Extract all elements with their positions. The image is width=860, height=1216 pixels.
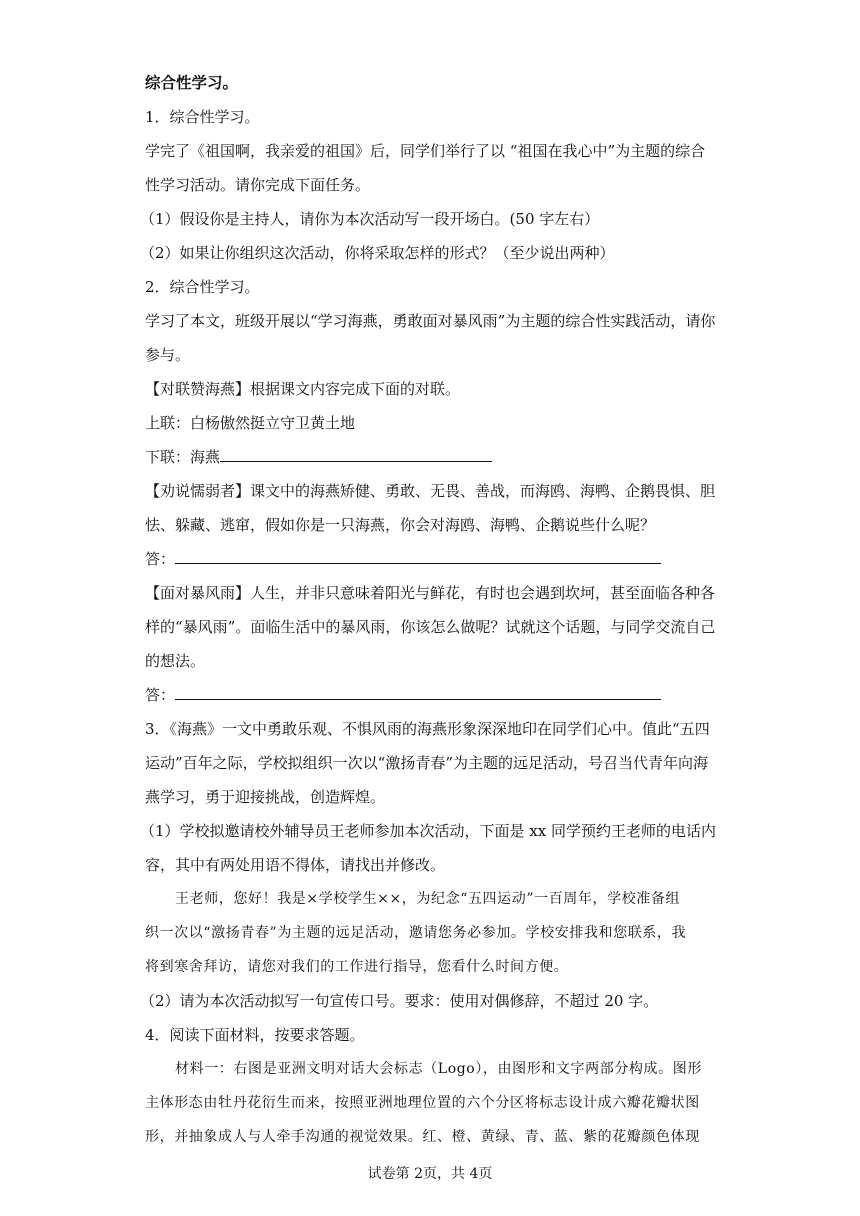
q2-storm-line2: 样的“暴风雨”。面临生活中的暴风雨，你该怎么做呢？试就这个话题，与同学交流自己	[145, 618, 716, 636]
q3-call-line3: 将到寒舍拜访，请您对我们的工作进行指导，您看什么时间方便。	[145, 959, 569, 975]
answer-label: 答：	[145, 686, 176, 704]
q2-storm-line3: 的想法。	[145, 652, 206, 670]
q4-material1-line1: 材料一：右图是亚洲文明对话大会标志（Logo），由图形和文字两部分构成。图形	[175, 1061, 702, 1077]
q2-lower-couplet	[145, 447, 492, 467]
q1-intro-line2: 性学习活动。请你完成下面任务。	[145, 176, 371, 194]
q4-heading: 4．阅读下面材料，按要求答题。	[145, 1026, 365, 1044]
q3-line3: 燕学习，勇于迎接挑战，创造辉煌。	[145, 788, 386, 806]
q2-persuade-line2: 怯、躲藏、逃窜，假如你是一只海燕，你会对海鸥、海鸭、企鹅说些什么呢？	[145, 516, 656, 534]
q2-heading: 2．综合性学习。	[145, 278, 260, 296]
q3-call-line2: 织一次以“激扬青春”为主题的远足活动，邀请您务必参加。学校安排我和您联系，我	[145, 925, 687, 941]
q2-persuade-line1: 【劝说懦弱者】课文中的海燕矫健、勇敢、无畏、善战，而海鸥、海鸭、企鹅畏惧、胆	[145, 482, 716, 500]
q1-task2: （2）如果让你组织这次活动，你将采取怎样的形式？（至少说出两种）	[140, 244, 615, 262]
answer-blank[interactable]	[175, 685, 661, 700]
answer-blank[interactable]	[175, 549, 661, 564]
q2-intro-line2: 参与。	[145, 346, 191, 364]
q2-storm-line1: 【面对暴风雨】人生，并非只意味着阳光与鲜花，有时也会遇到坎坷，甚至面临各种各	[145, 584, 716, 602]
q3-task2: （2）请为本次活动拟写一句宣传口号。要求：使用对偶修辞，不超过 20 字。	[140, 992, 659, 1010]
q1-intro-line1: 学完了《祖国啊，我亲爱的祖国》后，同学们举行了以 “祖国在我心中”为主题的综合	[145, 142, 706, 160]
q2-answer-line1	[145, 549, 661, 569]
q3-line1: 3．《海燕》一文中勇敢乐观、不惧风雨的海燕形象深深地印在同学们心中。值此“五四	[145, 720, 710, 738]
lower-prefix: 下联：海燕	[145, 448, 221, 466]
section-title: 综合性学习。	[145, 74, 239, 92]
q1-heading: 1．综合性学习。	[145, 108, 260, 126]
q2-couplet-task: 【对联赞海燕】根据课文内容完成下面的对联。	[145, 380, 461, 398]
q3-call-line1: 王老师，您好！我是×学校学生××，为纪念“五四运动”一百周年，学校准备组	[175, 891, 681, 907]
q3-task1-line1: （1）学校拟邀请校外辅导员王老师参加本次活动，下面是 xx 同学预约王老师的电话内	[140, 822, 717, 840]
answer-label: 答：	[145, 550, 176, 568]
q4-material1-line2: 主体形态由牡丹花衍生而来，按照亚洲地理位置的六个分区将标志设计成六瓣花瓣状图	[145, 1095, 700, 1111]
q1-task1: （1）假设你是主持人，请你为本次活动写一段开场白。(50 字左右）	[140, 210, 600, 228]
q3-line2: 运动”百年之际，学校拟组织一次以“激扬青春”为主题的远足活动，号召当代青年向海	[145, 754, 709, 772]
q2-answer-line2	[145, 685, 661, 705]
answer-blank[interactable]	[220, 447, 492, 462]
q4-material1-line3: 形，并抽象成人与人牵手沟通的视觉效果。红、橙、黄绿、青、蓝、紫的花瓣颜色体现	[145, 1129, 700, 1145]
q3-task1-line2: 容，其中有两处用语不得体，请找出并修改。	[145, 856, 446, 874]
page-footer: 试卷第 2页，共 4页	[367, 1166, 493, 1182]
q2-upper-couplet: 上联：白杨傲然挺立守卫黄土地	[145, 414, 356, 432]
q2-intro-line1: 学习了本文，班级开展以“学习海燕，勇敢面对暴风雨”为主题的综合性实践活动，请你	[145, 312, 716, 330]
